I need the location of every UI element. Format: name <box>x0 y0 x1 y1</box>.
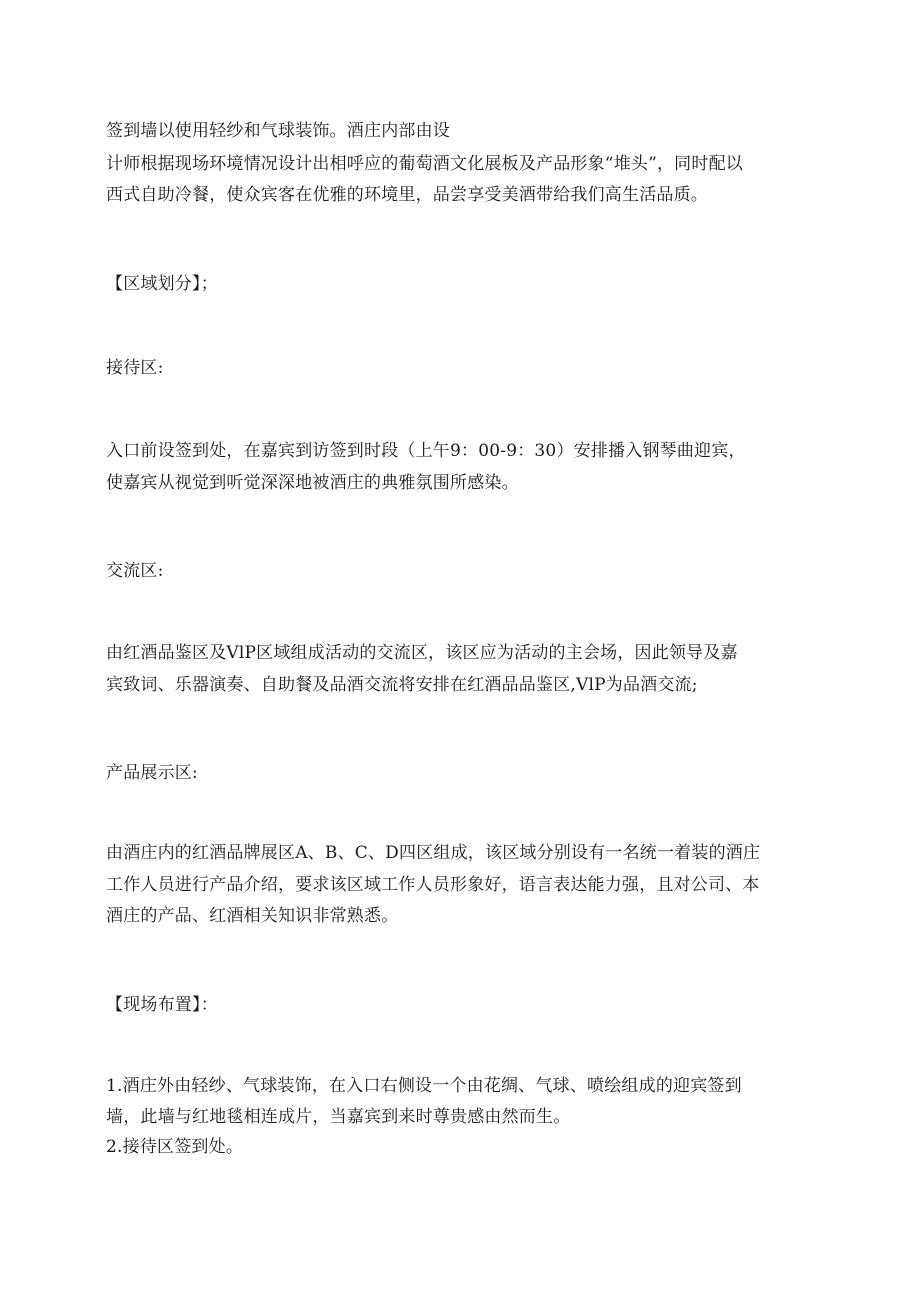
layout-item-1-line-1: 1.酒庄外由轻纱、气球装饰，在入口右侧设一个由花绸、气球、喷绘组成的迎宾签到 <box>106 1076 742 1096</box>
reception-line-1: 入口前设签到处，在嘉宾到访签到时段（上午9：00-9：30）安排播入钢琴曲迎宾， <box>106 441 746 461</box>
reception-line-2: 使嘉宾从视觉到听觉深深地被酒庄的典雅氛围所感染。 <box>106 473 519 493</box>
product-heading: 产品展示区: <box>106 763 198 783</box>
intro-line-2: 计师根据现场环境情况设计出相呼应的葡萄酒文化展板及产品形象“堆头”，同时配以 <box>106 154 743 174</box>
exchange-line-1: 由红酒品鉴区及VlP区域组成活动的交流区，该区应为活动的主会场，因此领导及嘉 <box>106 643 738 663</box>
layout-item-1-line-2: 墙，此墙与红地毯相连成片，当嘉宾到来时尊贵感由然而生。 <box>106 1107 571 1127</box>
product-line-1: 由酒庄内的红酒品牌展区A、B、C、D四区组成，该区域分别设有一名统一着装的酒庄 <box>106 843 761 863</box>
product-line-2: 工作人员进行产品介绍，要求该区域工作人员形象好，语言表达能力强，且对公司、本 <box>106 875 760 895</box>
zone-division-heading: 【区域划分】； <box>106 274 218 294</box>
intro-line-3: 西式自助冷餐，使众宾客在优雅的环境里，品尝享受美酒带给我们高生活品质。 <box>106 185 708 205</box>
exchange-line-2: 宾致词、乐器演奏、自助餐及品酒交流将安排在红酒品品鉴区,VlP为品酒交流; <box>106 675 698 695</box>
exchange-heading: 交流区: <box>106 561 164 581</box>
intro-line-1: 签到墙以使用轻纱和气球装饰。酒庄内部由设 <box>106 121 450 141</box>
reception-heading: 接待区: <box>106 358 164 378</box>
site-layout-heading: 【现场布置】： <box>106 995 218 1015</box>
product-line-3: 酒庄的产品、红酒相关知识非常熟悉。 <box>106 906 399 926</box>
layout-item-2: 2.接待区签到处。 <box>106 1137 244 1157</box>
